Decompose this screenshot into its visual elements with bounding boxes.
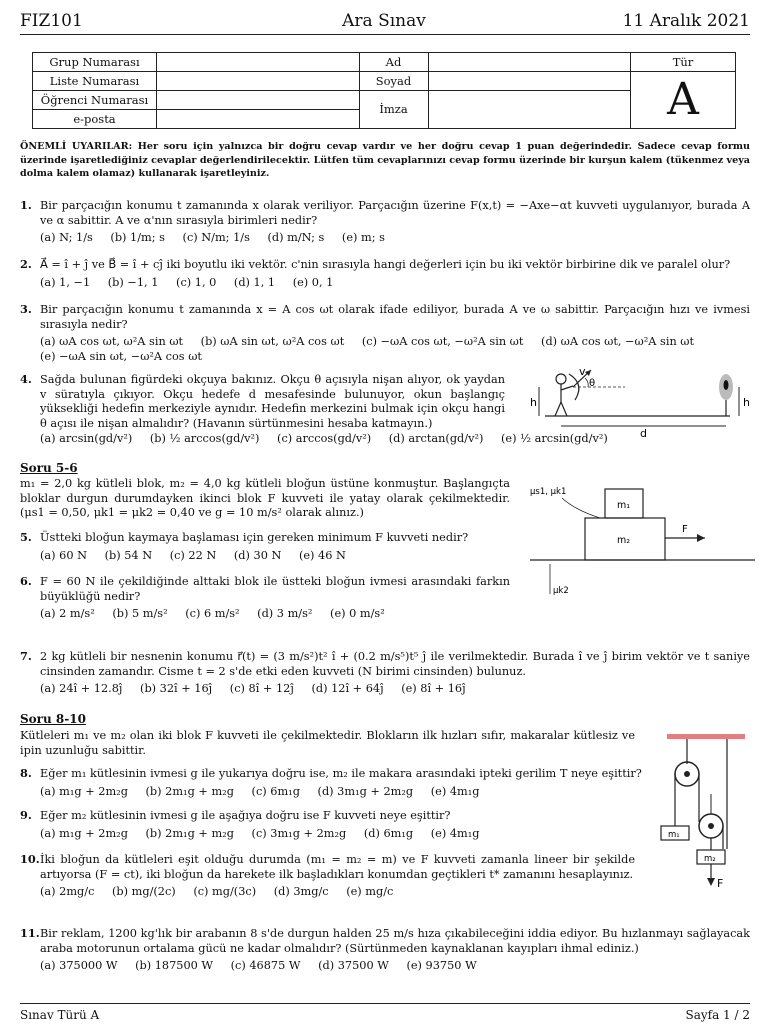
question-11 [20, 926, 750, 974]
email-label: e-posta [33, 110, 157, 129]
option[interactable]: (c) 46875 W [230, 959, 301, 973]
question-number: 9. [20, 808, 32, 822]
option[interactable]: (a) 24î + 12.8ĵ [40, 682, 123, 696]
option[interactable]: (a) ωA cos ωt, ω²A sin ωt [40, 335, 184, 349]
footer-page-number: Sayfa 1 / 2 [685, 1008, 750, 1022]
option[interactable]: (e) ½ arcsin(gd/v²) [501, 432, 608, 445]
email-field[interactable] [157, 110, 360, 129]
option[interactable]: (d) 37500 W [318, 959, 389, 973]
option[interactable]: (a) N; 1/s [40, 231, 93, 245]
header-rule [20, 34, 750, 35]
question-1 [20, 198, 750, 246]
section-8-10-title: Soru 8-10 [20, 712, 86, 726]
block-m1-label: m₁ [617, 500, 631, 511]
option[interactable]: (a) 375000 W [40, 959, 118, 973]
option[interactable]: (e) mg/c [346, 885, 394, 899]
question-text: İki bloğun da kütleleri eşit olduğu durumda (m₁ = m₂ = m) ve F kuvveti zamanla lineer bir şekilde artıyorsa (F = ct), iki bloğun da harekete ilk başladıkları konumdan geçtikleri t* zamanını hesaplayınız. [40, 852, 635, 881]
student-number-field[interactable] [157, 91, 360, 110]
force-label: F [682, 524, 688, 535]
exam-title: Ara Sınav [342, 11, 426, 31]
type-label: Tür [631, 53, 736, 72]
question-number: 10. [20, 852, 40, 866]
option[interactable]: (b) 32î + 16ĵ [140, 682, 213, 696]
option[interactable]: (c) 6m₁g [251, 784, 300, 798]
question-2 [20, 257, 750, 290]
option[interactable]: (b) 2m₁g + m₂g [145, 784, 234, 798]
option[interactable]: (e) 93750 W [406, 959, 477, 973]
option[interactable]: (e) −ωA sin ωt, −ω²A cos ωt [40, 350, 202, 363]
question-9 [20, 808, 635, 841]
signature-field[interactable] [428, 91, 631, 129]
question-3 [20, 302, 750, 365]
question-text: Sağda bulunan figürdeki okçuya bakınız. Okçu θ açısıyla nişan alıyor, ok yaydan v süratıyla çıkıyor. Okçu hedefe d mesafesinde bulunuyor, okun başlangıç yüksekliği hedefin merkeziyle aynıdır. Hedefin merkezini bulmak için okçu hangi θ açısı ile nişan almalıdır? (Havanın sürtünmesini hesaba katmayın.) [40, 372, 505, 430]
option[interactable]: (d) ωA cos ωt, −ω²A sin ωt [541, 335, 695, 349]
pulley-figure [655, 734, 755, 894]
question-number: 11. [20, 926, 40, 940]
option[interactable]: (c) −ωA cos ωt, −ω²A sin ωt [361, 335, 524, 349]
archer-figure [525, 364, 760, 439]
footer-rule [20, 1003, 750, 1004]
list-label: Liste Numarası [33, 72, 157, 91]
name-label: Ad [359, 53, 428, 72]
group-label: Grup Numarası [33, 53, 157, 72]
question-6 [20, 574, 510, 622]
option[interactable]: (c) 3m₁g + 2m₂g [251, 826, 347, 840]
option[interactable]: (d) arctan(gd/v²) [388, 432, 484, 445]
question-text: Bir reklam, 1200 kg'lık bir arabanın 8 s'de durgun halden 25 m/s hıza çıkabileceğini iddia ediyor. Bu hızlanmayı sağlayacak araba motorunun ortalama gücü ne kadar olmalıdır? (Sürtünmeden kaynaklanan kayıpları ihmal ediniz.) [40, 926, 750, 955]
section-5-6-text: m₁ = 2,0 kg kütleli blok, m₂ = 4,0 kg kütleli bloğun üstüne konmuştur. Başlangıçta bloklar durgun durumdayken ikinci blok F kuvveti ile yatay olarak çekilmektedir. (μs1 = 0,50, μk1 = μk2 = 0,40 ve g = 10 m/s² olarak alınız.) [20, 477, 510, 520]
distance-label: d [640, 427, 647, 439]
option[interactable]: (a) m₁g + 2m₂g [40, 826, 128, 840]
option[interactable]: (e) 4m₁g [430, 784, 480, 798]
option[interactable]: (c) 22 N [169, 548, 217, 562]
question-number: 4. [20, 372, 32, 386]
question-text: A⃗ = î + ĵ ve B⃗ = î + cĵ iki boyutlu iki vektör. c'nin sırasıyla hangi değerleri için bu iki vektör birbirine dik ve paralel olur? [40, 257, 731, 271]
option[interactable]: (d) 6m₁g [363, 826, 414, 840]
important-warning: ÖNEMLİ UYARILAR: Her soru için yalnızca bir doğru cevap vardır ve her doğru cevap 1 puan değerindedir. Sadece cevap formu üzerinde işaretlediğiniz cevaplar değerlendirilecektir. Lütfen tüm cevaplarınızı cevap formu üzerinde bir kurşun kalem (tükenmez veya dolma kalem olamaz) kullanarak işaretleyiniz. [20, 141, 750, 180]
pull-force-label: F [717, 877, 724, 890]
question-text: Eğer m₁ kütlesinin ivmesi g ile yukarıya doğru ise, m₂ ile makara arasındaki ipteki gerilim T neye eşittir? [40, 766, 642, 780]
option[interactable]: (e) 4m₁g [430, 826, 480, 840]
name-field[interactable] [428, 53, 631, 72]
question-text: 2 kg kütleli bir nesnenin konumu r⃗(t) = (3 m/s²)t² î + (0.2 m/s⁵)t⁵ ĵ ile verilmektedir. Burada î ve ĵ birim vektör ve t saniye cinsinden zamandır. Cisme t = 2 s'de etki eden kuvveti (N birimi cinsinden) bulunuz. [40, 649, 750, 678]
question-5 [20, 530, 750, 563]
option[interactable]: (b) 5 m/s² [112, 607, 168, 621]
question-number: 1. [20, 198, 32, 212]
option[interactable]: (a) 1, −1 [40, 275, 91, 289]
option[interactable]: (b) −1, 1 [107, 275, 159, 289]
height-label-right: h [743, 396, 750, 409]
exam-date: 11 Aralık 2021 [622, 11, 750, 31]
option[interactable]: (b) mg/(2c) [112, 885, 176, 899]
student-number-label: Öğrenci Numarası [33, 91, 157, 110]
option[interactable]: (c) N/m; 1/s [182, 231, 250, 245]
option[interactable]: (a) m₁g + 2m₂g [40, 784, 128, 798]
question-text: Bir parçacığın konumu t zamanında x = A cos ωt olarak ifade ediliyor, burada A ve ω sabittir. Parçacığın hızı ve ivmesi sırasıyla nedir? [40, 302, 750, 331]
option[interactable]: (d) m/N; s [267, 231, 325, 245]
footer-exam-type: Sınav Türü A [20, 1008, 100, 1022]
mass-m2-label: m₂ [704, 854, 716, 864]
exam-type-value: A [631, 72, 736, 129]
list-field[interactable] [157, 72, 360, 91]
question-4 [20, 372, 505, 432]
option[interactable]: (e) 0, 1 [292, 275, 334, 289]
option[interactable]: (e) 8î + 16ĵ [401, 682, 466, 696]
question-number: 3. [20, 302, 32, 316]
option[interactable]: (b) ½ arccos(gd/v²) [149, 432, 260, 445]
group-field[interactable] [157, 53, 360, 72]
option[interactable]: (d) 12î + 64ĵ [311, 682, 384, 696]
velocity-label: v [579, 365, 586, 378]
option[interactable]: (a) 60 N [40, 548, 87, 562]
option[interactable]: (a) 2 m/s² [40, 607, 95, 621]
signature-label: İmza [359, 91, 428, 129]
angle-label: θ [589, 378, 596, 389]
option[interactable]: (a) arcsin(gd/v²) [40, 432, 133, 445]
question-number: 5. [20, 530, 32, 544]
question-number: 7. [20, 649, 32, 663]
student-info-table [32, 52, 736, 129]
option[interactable]: (e) 0 m/s² [330, 607, 385, 621]
course-code: FIZ101 [20, 11, 83, 31]
height-label-left: h [530, 396, 537, 409]
mu-top-label: μs1, μk1 [530, 487, 567, 497]
option[interactable]: (c) 8î + 12ĵ [229, 682, 294, 696]
question-number: 8. [20, 766, 32, 780]
option[interactable]: (b) ωA sin ωt, ω²A cos ωt [200, 335, 345, 349]
option[interactable]: (d) 3 m/s² [257, 607, 313, 621]
block-m2-label: m₂ [617, 535, 631, 546]
question-text: Üstteki bloğun kaymaya başlaması için gereken minimum F kuvveti nedir? [40, 530, 469, 544]
option[interactable]: (c) 1, 0 [176, 275, 217, 289]
option[interactable]: (e) 46 N [298, 548, 346, 562]
question-8 [20, 766, 660, 799]
option[interactable]: (c) arccos(gd/v²) [277, 432, 372, 445]
option[interactable]: (b) 2m₁g + m₂g [145, 826, 234, 840]
question-text: Eğer m₂ kütlesinin ivmesi g ile aşağıya doğru ise F kuvveti neye eşittir? [40, 808, 451, 822]
option[interactable]: (b) 187500 W [135, 959, 214, 973]
option[interactable]: (a) 2mg/c [40, 885, 95, 899]
mu-bottom-label: μk2 [553, 586, 569, 596]
question-text: F = 60 N ile çekildiğinde alttaki blok ile üstteki bloğun ivmesi arasındaki farkın büyüklüğü nedir? [40, 574, 510, 603]
option[interactable]: (c) 6 m/s² [185, 607, 240, 621]
surname-label: Soyad [359, 72, 428, 91]
option[interactable]: (b) 54 N [104, 548, 153, 562]
mass-m1-label: m₁ [668, 830, 680, 840]
option[interactable]: (d) 30 N [233, 548, 282, 562]
option[interactable]: (d) 1, 1 [233, 275, 276, 289]
surname-field[interactable] [428, 72, 631, 91]
option[interactable]: (d) 3mg/c [273, 885, 329, 899]
section-5-6-title: Soru 5-6 [20, 461, 78, 475]
question-number: 6. [20, 574, 32, 588]
option[interactable]: (d) 3m₁g + 2m₂g [317, 784, 414, 798]
question-text: Bir parçacığın konumu t zamanında x olarak veriliyor. Parçacığın üzerine F(x,t) = −Axe−αt kuvveti uygulanıyor, burada A ve α sabittir. A ve α'nın sırasıyla birimleri nedir? [40, 198, 750, 227]
section-8-10-text: Kütleleri m₁ ve m₂ olan iki blok F kuvveti ile çekilmektedir. Blokların ilk hızları sıfır, makaralar kütlesiz ve ipin uzunluğu sabittir. [20, 729, 635, 757]
option[interactable]: (b) 1/m; s [110, 231, 165, 245]
question-10 [20, 852, 635, 900]
question-7 [20, 649, 750, 697]
question-number: 2. [20, 257, 32, 271]
option[interactable]: (c) mg/(3c) [193, 885, 257, 899]
option[interactable]: (e) m; s [341, 231, 385, 245]
